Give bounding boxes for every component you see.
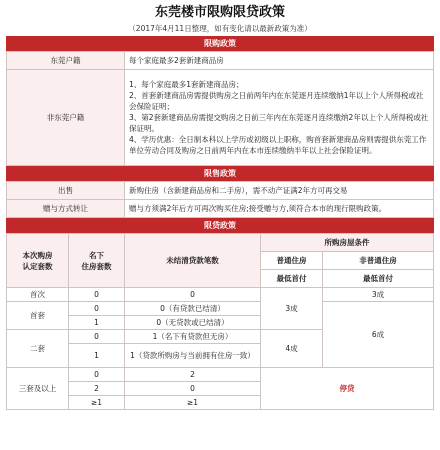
sell-label: 出售 (7, 182, 125, 200)
row-units: 0 (69, 368, 125, 382)
row-set: 二套 (7, 330, 69, 368)
col-ordinary: 普通住房 (261, 252, 323, 270)
col-min-down2: 最低首付 (323, 270, 434, 288)
gift-label: 赠与方式转让 (7, 200, 125, 218)
row-unpaid: 0 (125, 288, 261, 302)
row-unpaid: 1（贷款所购房与当前拥有住房一致） (125, 344, 261, 368)
row-units: ≥1 (69, 396, 125, 410)
row-units: 2 (69, 382, 125, 396)
row-set: 首次 (7, 288, 69, 302)
col-owned: 本次购房 认定套数 (7, 234, 69, 288)
row-units: 0 (69, 330, 125, 344)
purchase-table (6, 51, 434, 166)
nonlocal-line: 3、第2套新建商品房需提交购房之日前三年内在东莞逐月连续缴纳2年以上个人所得税或社保证明。 (129, 113, 429, 133)
local-text: 每个家庭最多2套新建商品房 (125, 52, 434, 70)
page-title: 东莞楼市限购限贷政策 (154, 5, 285, 20)
table-row (7, 288, 434, 302)
row-set: 三套及以上 (7, 368, 69, 410)
loan-band: 限贷政策 (6, 218, 434, 233)
row-unpaid: 0（无贷款或已结清） (125, 316, 261, 330)
col-min-down: 最低首付 (261, 270, 323, 288)
sale-band: 限售政策 (6, 166, 434, 181)
local-label: 东莞户籍 (7, 52, 125, 70)
row-units: 0 (69, 302, 125, 316)
table-row (7, 368, 434, 382)
nonlocal-line: 2、首套新建商品房需提供购房之日前两年内在东莞逐月连续缴纳1年以上个人所得税或社会保险证明； (129, 91, 424, 111)
ordinary-first: 3成 (261, 288, 323, 330)
nonlocal-line: 4、学历优惠：全日制本科以上学历或初级以上职称，购首套新建商品房则需提供东莞工作单位劳动合同及购房之日前两年内在本市连续缴纳半年以上社会保险证明。 (129, 135, 427, 155)
col-conditions: 所购房屋条件 (261, 234, 434, 252)
nonordinary-first: 3成 (323, 288, 434, 302)
row-set: 首套 (7, 302, 69, 330)
col-units: 名下 住房套数 (69, 234, 125, 288)
purchase-band: 限购政策 (6, 36, 434, 51)
nonlocal-label: 非东莞户籍 (7, 70, 125, 166)
row-unpaid: 1（名下有贷款但无房） (125, 330, 261, 344)
sell-text: 新购住房（含新建商品房和二手房），需不动产证满2年方可再交易 (125, 182, 434, 200)
row-unpaid: 2 (125, 368, 261, 382)
row-units: 1 (69, 316, 125, 330)
row-unpaid: ≥1 (125, 396, 261, 410)
row-units: 1 (69, 344, 125, 368)
gift-text: 赠与方须满2年后方可再次购买住房;接受赠与方,须符合本市的现行限购政策。 (125, 200, 434, 218)
ordinary-second: 4成 (261, 330, 323, 368)
col-unpaid: 未结清贷款笔数 (125, 234, 261, 288)
nonlocal-text (125, 70, 434, 166)
table-row (7, 302, 434, 316)
row-unpaid: 0（有贷款已结清） (125, 302, 261, 316)
nonordinary-second: 6成 (323, 302, 434, 368)
col-nonordinary: 非普通住房 (323, 252, 434, 270)
nonlocal-line: 1、每个家庭最多1套新建商品房； (129, 80, 244, 89)
loan-table (6, 233, 434, 410)
sale-table (6, 181, 434, 218)
row-units: 0 (69, 288, 125, 302)
stop-loan-cell: 停贷 (261, 368, 434, 410)
page-subtitle: （2017年4月11日整理，如有变化请以最新政策为准） (128, 24, 312, 33)
row-unpaid: 0 (125, 382, 261, 396)
